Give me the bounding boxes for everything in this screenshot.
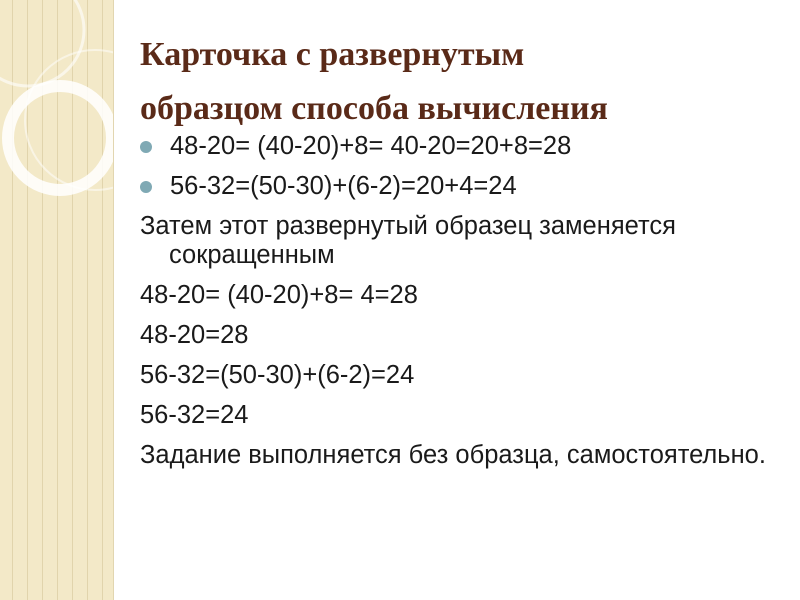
bullet-text: 48-20= (40-20)+8= 40-20=20+8=28	[170, 132, 572, 160]
paragraph: 56-32=24	[140, 401, 249, 429]
decorative-side-panel	[0, 0, 113, 600]
slide-content	[140, 132, 780, 481]
paragraph: Задание выполняется без образца, самостоятельно.	[140, 441, 766, 469]
paragraph: 56-32=(50-30)+(6-2)=24	[140, 361, 415, 389]
bullet-item	[140, 132, 780, 161]
decorative-circles	[0, 0, 113, 600]
bullet-dot-icon	[140, 181, 152, 193]
bullet-dot-icon	[140, 141, 152, 153]
panel-divider	[113, 0, 114, 600]
title-line-2: образцом способа вычисления	[140, 90, 608, 127]
paragraph: 48-20= (40-20)+8= 4=28	[140, 281, 418, 309]
title-line-1: Карточка с развернутым	[140, 36, 525, 73]
slide-title	[140, 28, 760, 136]
paragraph: 48-20=28	[140, 321, 249, 349]
bullet-text: 56-32=(50-30)+(6-2)=20+4=24	[170, 172, 517, 200]
paragraph: Затем этот развернутый образец заменяется сокращенным	[140, 212, 676, 269]
bullet-item	[140, 172, 780, 201]
